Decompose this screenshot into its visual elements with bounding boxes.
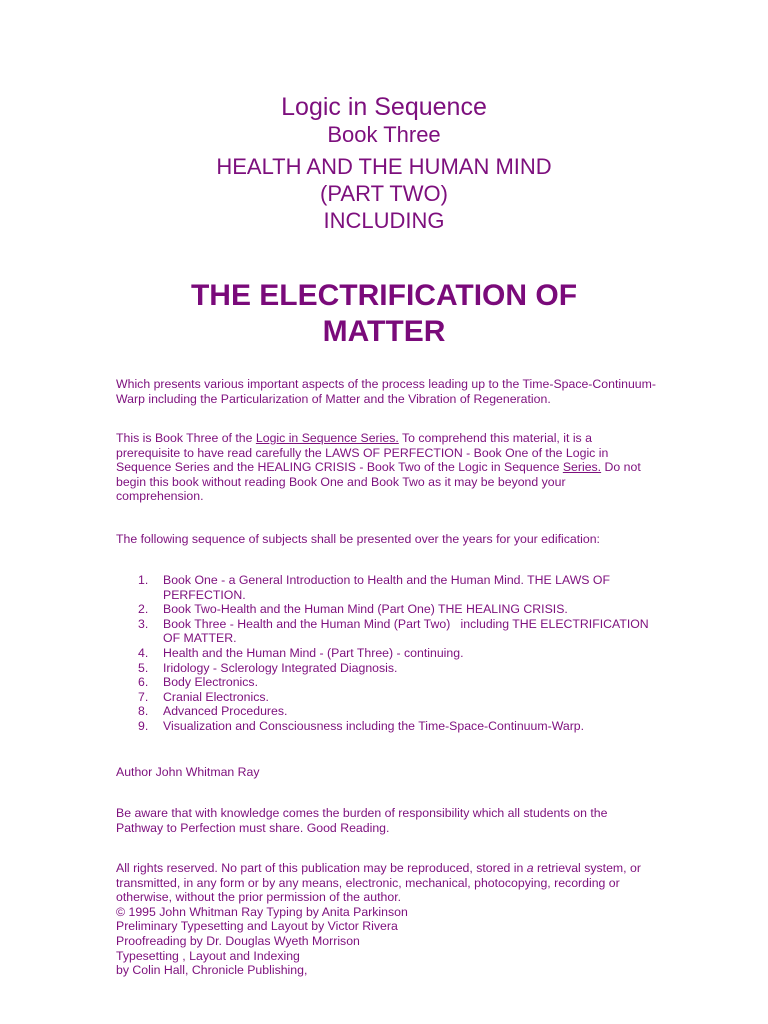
item-number: 7. bbox=[138, 689, 149, 704]
subjects-list bbox=[138, 573, 658, 734]
item-text: Book Three - Health and the Human Mind (Part Two) including THE ELECTRIFICATION OF MATTER. bbox=[163, 616, 653, 646]
item-number: 4. bbox=[138, 645, 149, 660]
author-line: Author John Whitman Ray bbox=[116, 765, 260, 779]
item-number: 3. bbox=[138, 616, 149, 631]
list-item bbox=[138, 573, 658, 602]
credit-line: Preliminary Typesetting and Layout by Victor Rivera bbox=[116, 919, 398, 934]
sequence-intro: The following sequence of subjects shall be presented over the years for your edification: bbox=[116, 532, 600, 546]
item-number: 2. bbox=[138, 602, 149, 617]
series-text-3: Do not begin this book without reading Book One and Book Two as it may be beyond your comprehension. bbox=[116, 460, 641, 504]
credit-line: Proofreading by Dr. Douglas Wyeth Morrison bbox=[116, 933, 360, 948]
list-item bbox=[138, 675, 658, 690]
credit-line: by Colin Hall, Chronicle Publishing, bbox=[116, 963, 308, 978]
main-title-line-1: THE ELECTRIFICATION OF bbox=[190, 279, 578, 312]
series-paragraph bbox=[116, 431, 656, 504]
item-text: Iridology - Sclerology Integrated Diagnosis. bbox=[163, 660, 398, 675]
series-text-1: This is Book Three of the bbox=[116, 431, 256, 445]
item-text: Book Two-Health and the Human Mind (Part One) THE HEALING CRISIS. bbox=[163, 602, 568, 617]
book-subject: HEALTH AND THE HUMAN MIND bbox=[216, 154, 552, 179]
item-number: 9. bbox=[138, 718, 149, 733]
item-text: Visualization and Consciousness including the Time-Space-Continuum-Warp. bbox=[163, 718, 585, 733]
list-item bbox=[138, 690, 658, 705]
rights-text-2: retrieval system, or transmitted, in any form or by any means, electronic, mechanical, photocopying, recording or otherwise, without the prior permission of the author. bbox=[116, 861, 641, 905]
rights-paragraph bbox=[116, 861, 656, 978]
list-item bbox=[138, 704, 658, 719]
series-link-2[interactable]: Series. bbox=[562, 460, 602, 475]
rights-statement bbox=[116, 861, 656, 905]
rights-italic: a bbox=[526, 861, 534, 875]
book-part: (PART TWO) bbox=[320, 181, 448, 206]
item-text: Health and the Human Mind - (Part Three) - continuing. bbox=[163, 645, 464, 660]
awareness-paragraph: Be aware that with knowledge comes the burden of responsibility which all students on the Pathway to Perfection must share. Good Reading. bbox=[116, 806, 608, 835]
list-item bbox=[138, 661, 658, 676]
list-item bbox=[138, 719, 658, 734]
list-item bbox=[138, 646, 658, 661]
list-item bbox=[138, 617, 658, 646]
item-text: Advanced Procedures. bbox=[163, 704, 288, 719]
credit-line: © 1995 John Whitman Ray Typing by Anita Parkinson bbox=[116, 904, 408, 919]
item-text: Book One - a General Introduction to Health and the Human Mind. THE LAWS OF PERFECTION. bbox=[163, 573, 611, 602]
main-title-line-2: MATTER bbox=[322, 315, 446, 348]
item-number: 5. bbox=[138, 660, 149, 675]
rights-text-1: All rights reserved. No part of this publication may be reproduced, stored in bbox=[116, 861, 527, 875]
item-number: 1. bbox=[138, 573, 149, 587]
item-text: Body Electronics. bbox=[163, 675, 259, 690]
including-label: INCLUDING bbox=[323, 208, 445, 233]
item-text: Cranial Electronics. bbox=[163, 689, 269, 704]
credit-line: Typesetting , Layout and Indexing bbox=[116, 948, 300, 963]
series-title: Logic in Sequence bbox=[281, 93, 487, 121]
series-text-2: To comprehend this material, it is a prerequisite to have read carefully the LAWS OF PERFECTION - Book One of the Logic in Sequence Series and the HEALING CRISIS - Book Two of the Logic in Sequence bbox=[116, 431, 609, 475]
item-number: 6. bbox=[138, 675, 149, 690]
intro-paragraph: Which presents various important aspects of the process leading up to the Time-Space-Continuum-Warp including the Particularization of Matter and the Vibration of Regeneration. bbox=[116, 377, 656, 406]
book-number: Book Three bbox=[327, 122, 441, 147]
list-item bbox=[138, 602, 658, 617]
main-title bbox=[0, 278, 768, 350]
item-number: 8. bbox=[138, 704, 149, 719]
series-link[interactable]: Logic in Sequence Series. bbox=[255, 431, 399, 445]
